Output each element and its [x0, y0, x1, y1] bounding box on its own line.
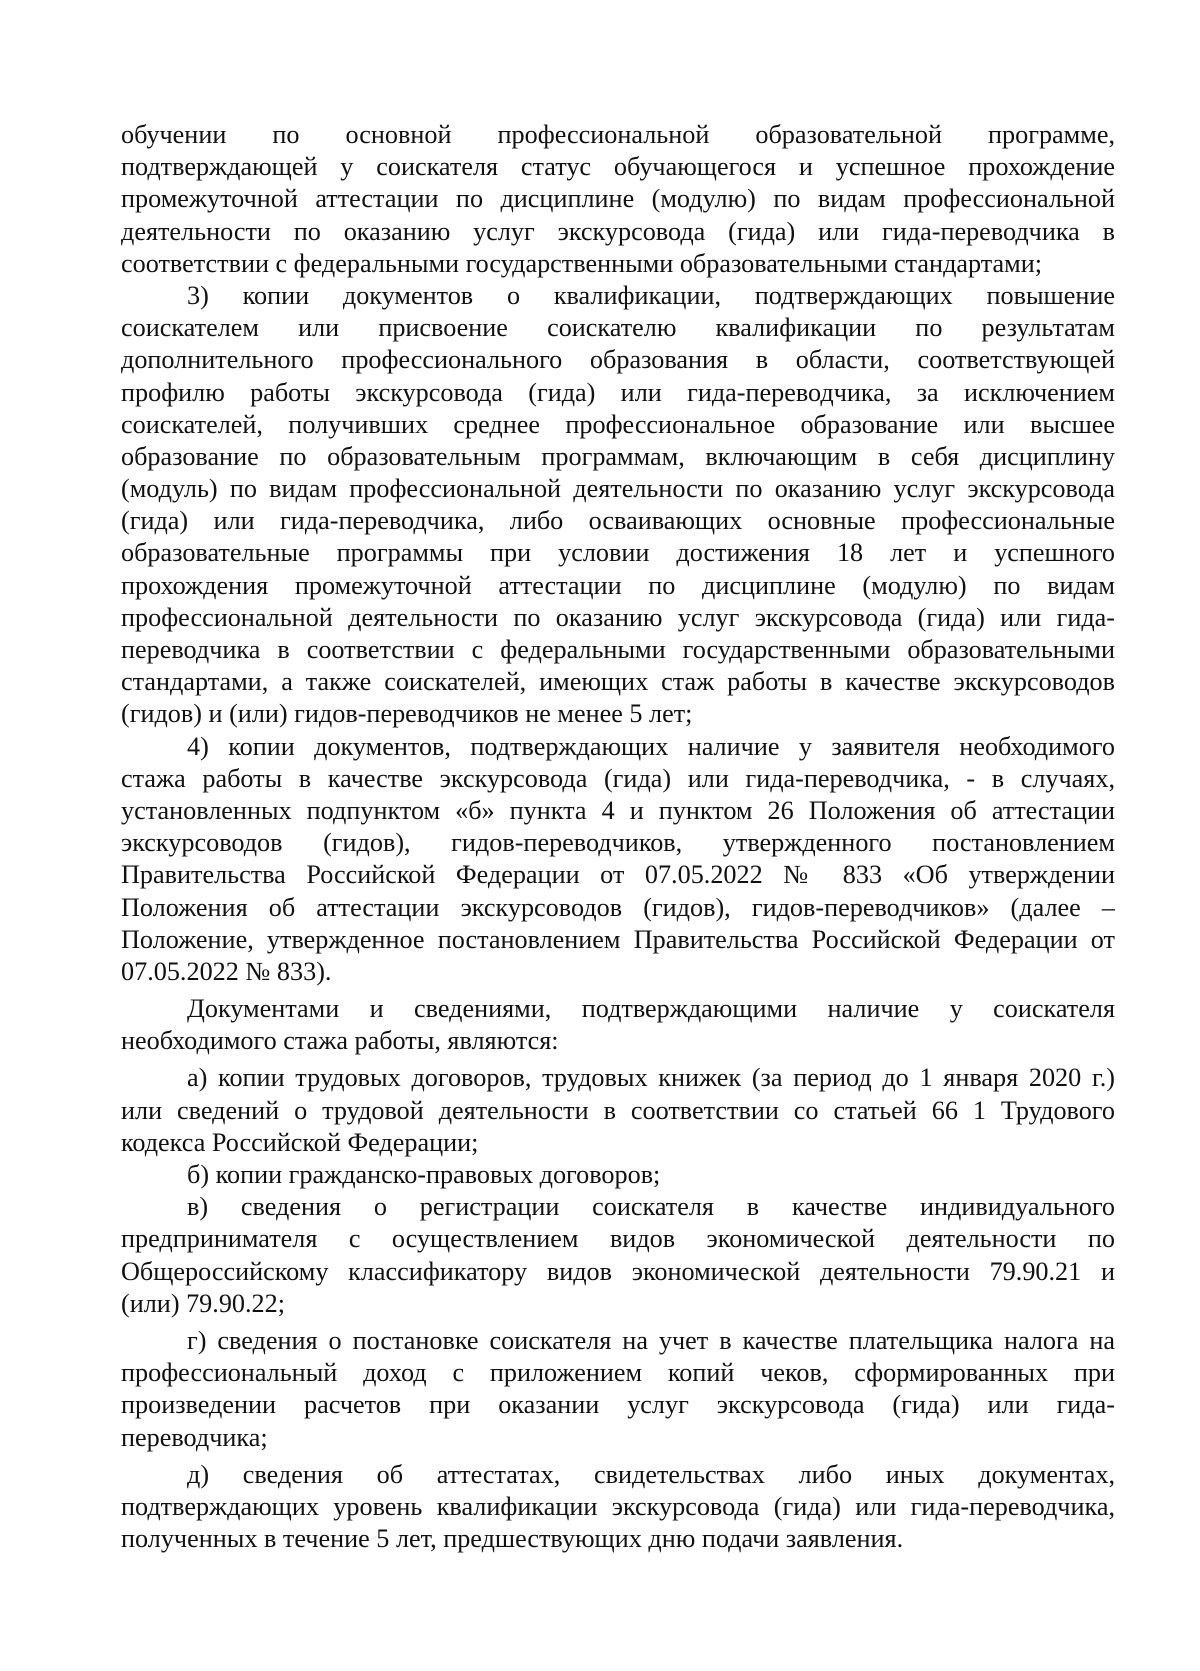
text-line: деятельности по оказанию услуг экскурсовода (гида) или гида-переводчика в [121, 216, 1115, 246]
text-line: прохождения промежуточной аттестации по дисциплине (модулю) по видам [121, 570, 1115, 600]
text-line: промежуточной аттестации по дисциплине (модулю) по видам профессиональной [121, 184, 1115, 214]
text-line: переводчика; [121, 1422, 268, 1452]
text-line: произведении расчетов при оказании услуг экскурсовода (гида) или гида- [121, 1390, 1115, 1420]
text-line: стандартами, а также соискателей, имеющих стаж работы в качестве экскурсоводов [121, 667, 1115, 697]
text-line: д) сведения об аттестатах, свидетельствах либо иных документах, [187, 1459, 1115, 1489]
text-line: (модуль) по видам профессиональной деятельности по оказанию услуг экскурсовода [121, 474, 1115, 504]
text-line: 07.05.2022 № 833). [121, 956, 332, 986]
text-line: стажа работы в качестве экскурсовода (гида) или гида-переводчика, - в случаях, [121, 763, 1115, 793]
text-line: экскурсоводов (гидов), гидов-переводчиков, утвержденного постановлением [121, 828, 1115, 858]
text-line: (гида) или гида-переводчика, либо осваивающих основные профессиональные [121, 506, 1115, 536]
text-line: г) сведения о постановке соискателя на учет в качестве плательщика налога на [187, 1325, 1115, 1355]
text-line: подтверждающих уровень квалификации экскурсовода (гида) или гида-переводчика, [121, 1491, 1115, 1521]
text-line: (гидов) и (или) гидов-переводчиков не менее 5 лет; [121, 699, 693, 729]
text-line: установленных подпунктом «б» пункта 4 и пунктом 26 Положения об аттестации [121, 795, 1115, 825]
text-line: полученных в течение 5 лет, предшествующих дню подачи заявления. [121, 1524, 904, 1554]
text-line: необходимого стажа работы, являются: [121, 1026, 559, 1056]
text-line: профилю работы экскурсовода (гида) или гида-переводчика, за исключением [121, 377, 1115, 407]
text-line: Правительства Российской Федерации от 07.05.2022 № 833 «Об утверждении [121, 860, 1115, 890]
text-line: б) копии гражданско-правовых договоров; [187, 1160, 661, 1189]
text-line: образовательные программы при условии достижения 18 лет и успешного [121, 538, 1115, 568]
text-line: или сведений о трудовой деятельности в соответствии со статьей 66 1 Трудового [121, 1095, 1115, 1125]
text-line: предпринимателя с осуществлением видов экономической деятельности по [121, 1224, 1115, 1254]
text-line: Положения об аттестации экскурсоводов (гидов), гидов-переводчиков» (далее – [121, 892, 1115, 922]
text-line: 4) копии документов, подтверждающих наличие у заявителя необходимого [187, 731, 1115, 761]
text-line: профессиональной деятельности по оказанию услуг экскурсовода (гида) или гида- [121, 602, 1115, 632]
text-line: переводчика в соответствии с федеральными государственными образовательными [121, 635, 1115, 664]
text-line: соискателем или присвоение соискателю квалификации по результатам [121, 313, 1115, 343]
text-line: дополнительного профессионального образования в области, соответствующей [121, 345, 1115, 375]
text-line: соответствии с федеральными государственными образовательными стандартами; [121, 248, 1043, 278]
text-line: Общероссийскому классификатору видов экономической деятельности 79.90.21 и [121, 1256, 1115, 1286]
text-line: соискателей, получивших среднее профессиональное образование или высшее [121, 409, 1115, 439]
text-line: в) сведения о регистрации соискателя в качестве индивидуального [187, 1192, 1115, 1222]
text-line: подтверждающей у соискателя статус обучающегося и успешное прохождение [121, 152, 1115, 182]
text-line: Положение, утвержденное постановлением Правительства Российской Федерации от [121, 924, 1115, 954]
document-body-text [121, 119, 1115, 1555]
text-line: а) копии трудовых договоров, трудовых книжек (за период до 1 января 2020 г.) [187, 1063, 1115, 1093]
text-line: профессиональный доход с приложением копий чеков, сформированных при [121, 1358, 1115, 1388]
text-line: обучении по основной профессиональной образовательной программе, [121, 120, 1115, 149]
text-line: Документами и сведениями, подтверждающими наличие у соискателя [187, 994, 1115, 1024]
text-line: (или) 79.90.22; [121, 1288, 286, 1318]
text-line: кодекса Российской Федерации; [121, 1127, 479, 1157]
text-line: образование по образовательным программам, включающим в себя дисциплину [121, 441, 1115, 471]
text-line: 3) копии документов о квалификации, подтверждающих повышение [187, 280, 1115, 310]
